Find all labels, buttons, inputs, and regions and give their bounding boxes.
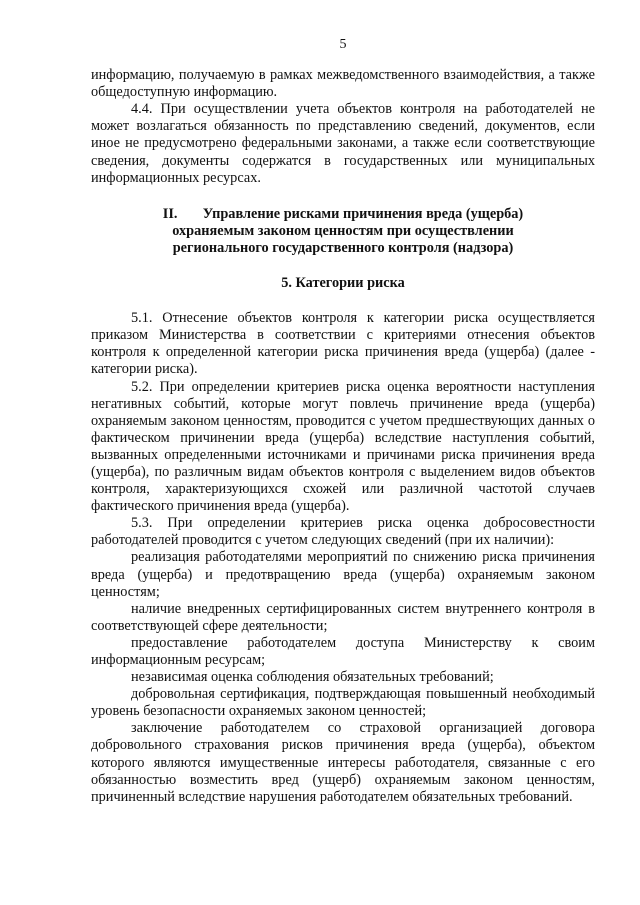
document-page (91, 36, 595, 806)
page-number: 5 (339, 37, 347, 52)
list-item-independent-assessment: независимая оценка соблюдения обязательных требований; (131, 669, 494, 686)
section-title-line-3: регионального государственного контроля (надзора) (172, 239, 514, 256)
paragraph-continuation: информацию, получаемую в рамках межведомственного взаимодействия, а также общедоступную информацию. (91, 67, 595, 101)
list-item-risk-mitigation: реализация работодателями мероприятий по снижению риска причинения вреда (ущерба) и предотвращению вреда (ущерба) охраняемым законом ценностям; (91, 549, 595, 600)
list-item-info-access: предоставление работодателем доступа Министерству к своим информационным ресурсам; (91, 634, 595, 668)
subsection-heading: 5. Категории риска (281, 275, 405, 292)
list-item-certified-systems: наличие внедренных сертифицированных систем внутреннего контроля в соответствующей сфере деятельности; (91, 600, 595, 634)
section-heading (91, 206, 595, 257)
section-numeral: II. (162, 205, 178, 222)
section-heading-line-1 (91, 206, 595, 223)
paragraph-5-1: 5.1. Отнесение объектов контроля к категории риска осуществляется приказом Министерства в соответствии с критериями отнесения объектов контроля к определенной категории риска причинения вреда (ущерба) (далее - категории риска). (91, 310, 595, 378)
list-item-insurance-contract: заключение работодателем со страховой организацией договора добровольного страхования рисков причинения вреда (ущерба), объектом которого являются имущественные интересы работодателя, связанные с его обязанностью возместить вред (ущерб) охраняемым законом ценностям, причиненный вследствие нарушения работодателем обязательных требований. (91, 720, 595, 805)
paragraph-5-2: 5.2. При определении критериев риска оценка вероятности наступления негативных событий, которые могут повлечь причинение вреда (ущерба) охраняемым законом ценностям, проводится с учетом предшествующих данных о фактическом причинении вреда (ущерба) вследствие наступления событий, вызванных определенными источниками и причинами риска причинения вреда (ущерба), по различным видам объектов контроля с выделением видов объектов контроля, характеризующихся схожей или различной частотой случаев фактического причинения вреда (ущерба). (91, 378, 595, 515)
paragraph-5-3: 5.3. При определении критериев риска оценка добросовестности работодателей проводится с учетом следующих сведений (при их наличии): (91, 515, 595, 549)
paragraph-4-4: 4.4. При осуществлении учета объектов контроля на работодателей не может возлагаться обязанность по представлению сведений, документов, если иное не предусмотрено федеральными законами, а также если соответствующие сведения, документы содержатся в государственных или муниципальных информационных ресурсах. (91, 101, 595, 186)
section-title-line-1: Управление рисками причинения вреда (ущерба) (202, 205, 524, 222)
section-title-line-2: охраняемым законом ценностям при осуществлении (172, 222, 514, 239)
list-item-voluntary-certification: добровольная сертификация, подтверждающая повышенный необходимый уровень безопасности охраняемых законом ценностей; (91, 686, 595, 720)
